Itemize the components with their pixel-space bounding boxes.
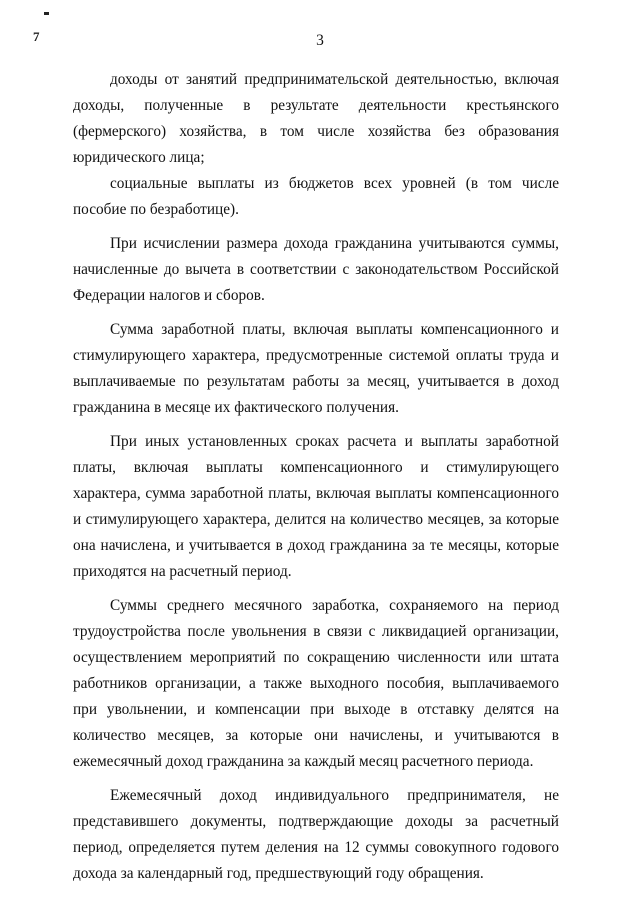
document-body bbox=[73, 67, 559, 887]
paragraph-entrepreneur-income: Ежемесячный доход индивидуального предпринимателя, не представившего документы, подтверждающие доходы за расчетный период, определяется путем деления на 12 суммы совокупного годового дохода за календарный год, предшествующий году обращения. bbox=[73, 787, 559, 882]
page-number: 3 bbox=[316, 32, 324, 49]
paragraph-income-calculation: При исчислении размера дохода гражданина учитываются суммы, начисленные до вычета в соответствии с законодательством Российской Федерации налогов и сборов. bbox=[73, 235, 559, 304]
paragraph-social-payments: социальные выплаты из бюджетов всех уровней (в том числе пособие по безработице). bbox=[73, 175, 559, 218]
scan-dot-mark bbox=[44, 12, 49, 15]
corner-mark: 7 bbox=[33, 29, 40, 44]
paragraph-salary-sum: Сумма заработной платы, включая выплаты компенсационного и стимулирующего характера, предусмотренные системой оплаты труда и выплачиваемые по результатам работы за месяц, учитывается в доход гражданина в месяце их фактического получения. bbox=[73, 321, 559, 416]
paragraph-other-terms: При иных установленных сроках расчета и выплаты заработной платы, включая выплаты компенсационного и стимулирующего характера, сумма заработной платы, включая выплаты компенсационного и стимулирующего характера, делится на количество месяцев, за которые она начислена, и учитывается в доход гражданина за те месяцы, которые приходятся на расчетный период. bbox=[73, 433, 559, 580]
paragraph-business-income: доходы от занятий предпринимательской деятельностью, включая доходы, полученные в результате деятельности крестьянского (фермерского) хозяйства, в том числе хозяйства без образования юридического лица; bbox=[73, 71, 559, 166]
paragraph-average-earnings: Суммы среднего месячного заработка, сохраняемого на период трудоустройства после увольнения в связи с ликвидацией организации, осуществлением мероприятий по сокращению численности или штата работников организации, а также выходного пособия, выплачиваемого при увольнении, и компенсации при выходе в отставку делятся на количество месяцев, за которые они начислены, и учитываются в ежемесячный доход гражданина за каждый месяц расчетного периода. bbox=[73, 597, 559, 770]
